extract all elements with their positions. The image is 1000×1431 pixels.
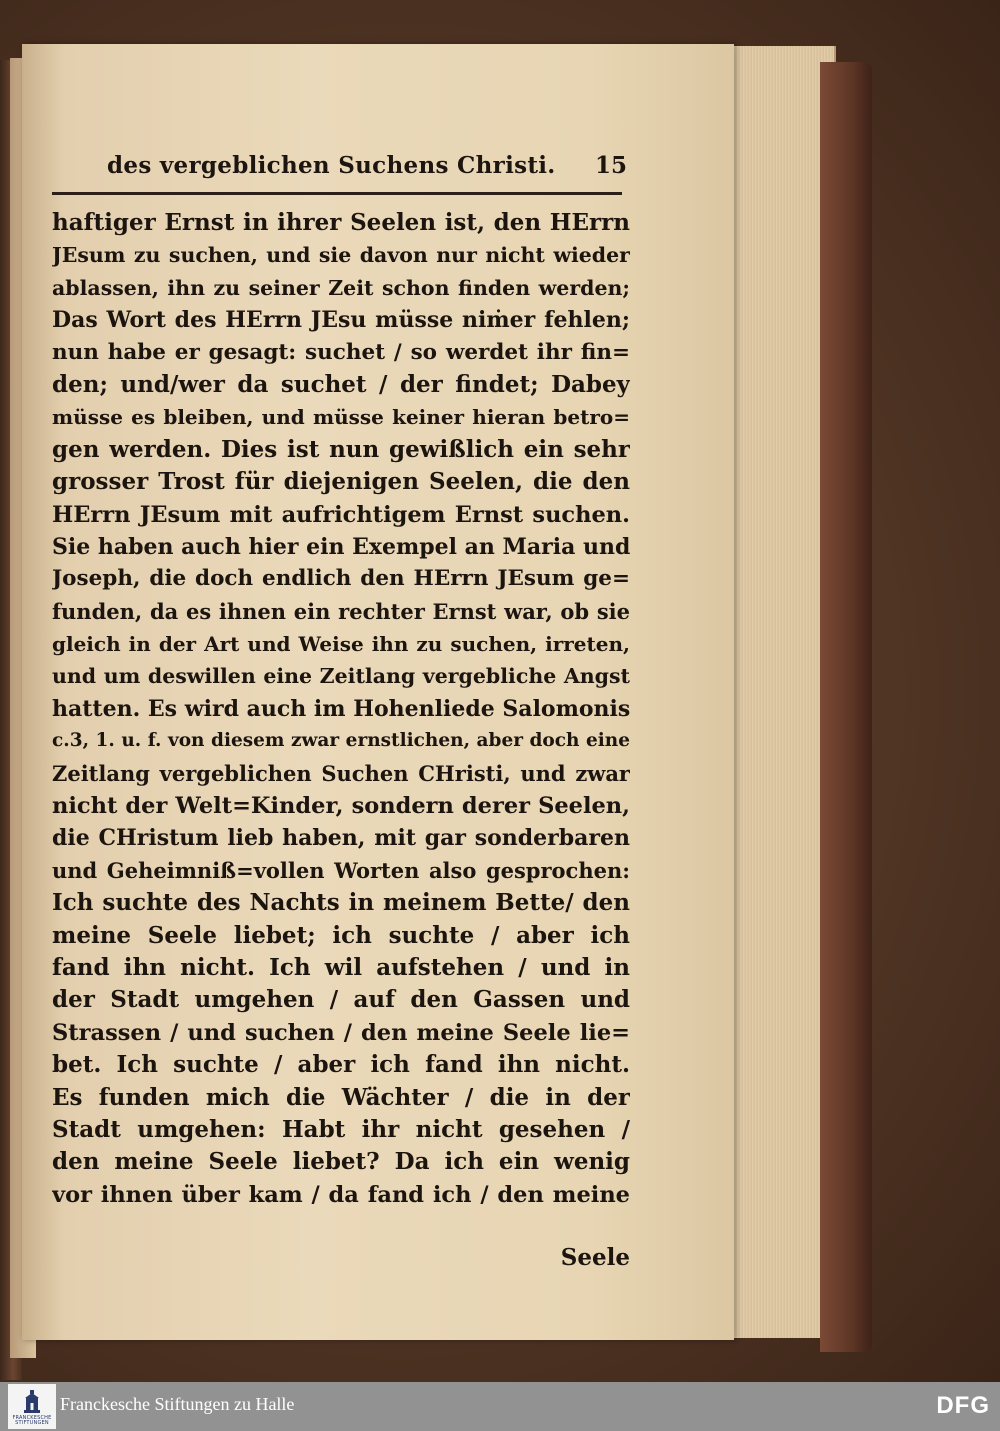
text-line: Strassen / und suchen / den meine Seele lie= [52,1019,630,1046]
text-line: den meine Seele liebet? Da ich ein wenig [52,1148,630,1176]
text-line: HErrn JEsum mit aufrichtigem Ernst suchen. [52,501,630,528]
book-page [22,44,734,1340]
running-head: des vergeblichen Suchens Christi. [107,152,556,179]
logo-caption: FRANCKESCHE STIFTUNGEN [12,1415,52,1426]
text-line: Joseph, die doch endlich den HErrn JEsum ge= [52,566,630,592]
header-rule [52,192,622,195]
footer-bar [0,1382,1000,1431]
page-header [107,152,627,186]
text-line: Zeitlang vergeblichen Suchen CHristi, und zwar [52,760,630,786]
page-number: 15 [594,152,627,179]
text-line: meine Seele liebet; ich suchte / aber ich [52,921,630,949]
book-cover [820,62,872,1352]
text-line: und um deswillen eine Zeitlang vergebliche Angst [52,664,630,689]
text-line: Sie haben auch hier ein Exempel an Maria und [52,533,630,560]
dfg-logo[interactable]: DFG [936,1392,990,1419]
text-line: funden, da es ihnen ein rechter Ernst war, ob sie [52,598,630,624]
body-text [52,207,630,1211]
text-line: Das Wort des HErrn JEsu müsse niṁer fehlen; [52,307,630,334]
text-line: hatten. Es wird auch im Hohenliede Salomonis [52,695,630,722]
institution-name[interactable]: Franckesche Stiftungen zu Halle [60,1394,295,1414]
text-line: c.3, 1. u. f. von diesem zwar ernstlichen, aber doch eine [52,730,630,752]
text-line: gleich in der Art und Weise ihn zu suchen, irreten, [52,632,630,657]
text-line: grosser Trost für diejenigen Seelen, die den [52,468,630,496]
text-line: Stadt umgehen: Habt ihr nicht gesehen / [52,1115,630,1143]
catchword: Seele [560,1244,630,1271]
text-line: vor ihnen über kam / da fand ich / den meine [52,1181,630,1208]
text-line: ablassen, ihn zu seiner Zeit schon finden werden; [52,275,630,300]
text-line: gen werden. Dies ist nun gewißlich ein sehr [52,435,630,463]
building-icon [22,1390,42,1414]
text-line: bet. Ich suchte / aber ich fand ihn nicht. [52,1051,630,1079]
text-line: Ich suchte des Nachts in meinem Bette/ den [52,889,630,917]
text-line: den; und/wer da suchet / der findet; Dabey [52,370,630,398]
text-line: nicht der Welt=Kinder, sondern derer Seelen, [52,793,630,820]
text-line: die CHristum lieb haben, mit gar sonderbaren [52,825,630,852]
text-line: und Geheimniß=vollen Worten also gesprochen: [52,857,630,883]
text-line: haftiger Ernst in ihrer Seelen ist, den HErrn [52,209,630,236]
text-line: Es funden mich die Wächter / die in der [52,1083,630,1111]
text-line: der Stadt umgehen / auf den Gassen und [52,986,630,1014]
text-line: JEsum zu suchen, und sie davon nur nicht wieder [52,243,630,268]
text-line: fand ihn nicht. Ich wil aufstehen / und in [52,953,630,981]
text-line: nun habe er gesagt: suchet / so werdet ihr fin= [52,339,630,365]
franckesche-logo[interactable] [8,1384,56,1429]
text-line: müsse es bleiben, und müsse keiner hieran betro= [52,405,630,430]
